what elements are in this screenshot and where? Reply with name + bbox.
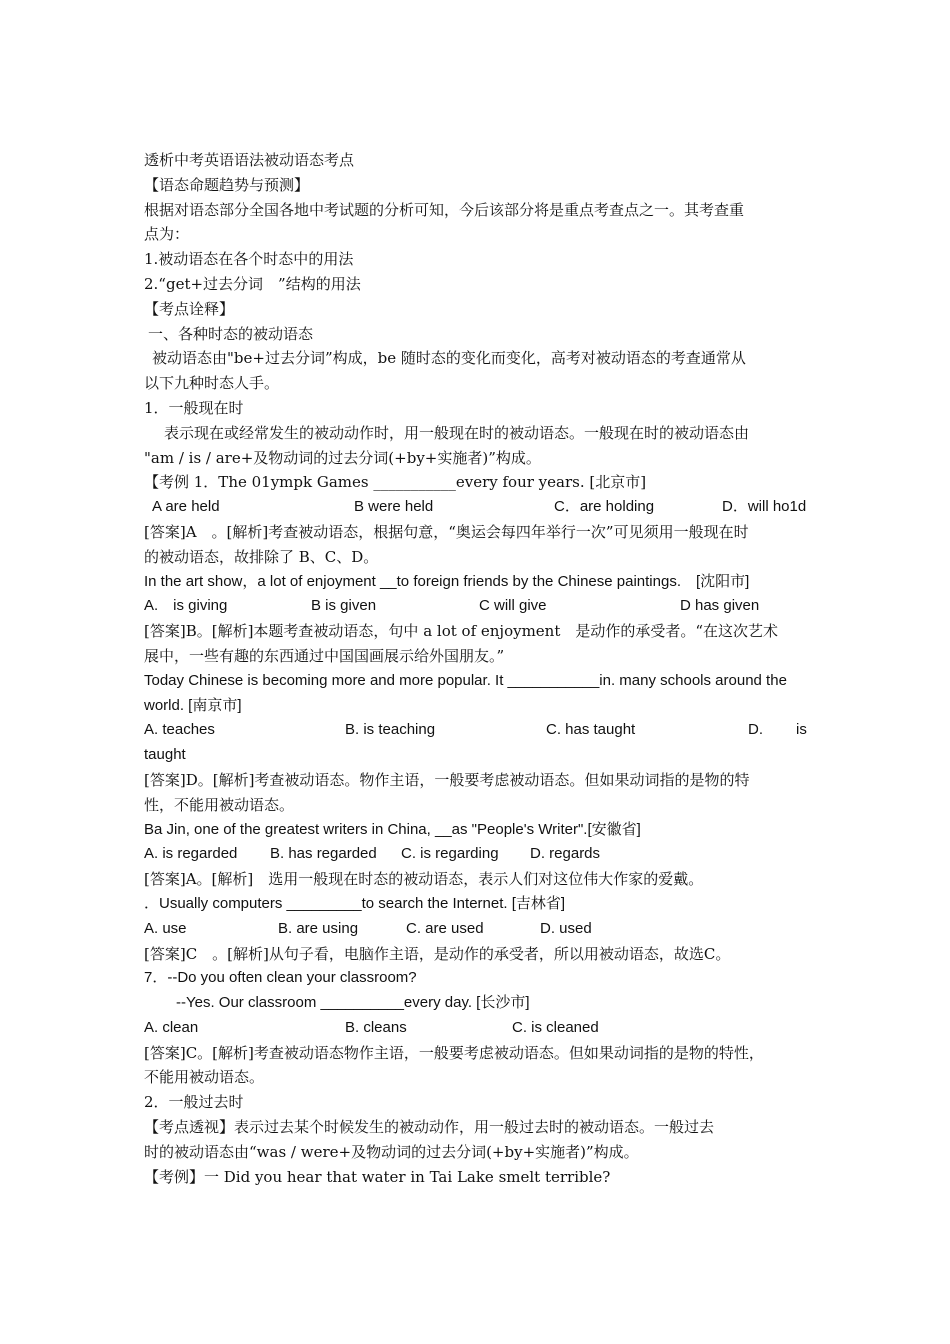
q2-option-b: B is given (311, 597, 377, 615)
point-2: 2.“get+过去分词 ”结构的用法 (144, 274, 361, 293)
document-title: 透析中考英语语法被动语态考点 (144, 151, 355, 169)
q1-option-b: B were held (354, 498, 434, 516)
q3-option-c: C. has taught (546, 721, 636, 739)
q5-option-a: A. use (144, 919, 187, 937)
q1-option-a: A are held (152, 498, 220, 516)
q3-stem-2: world. [南京市] (144, 696, 242, 714)
q4-option-b: B. has regarded (270, 845, 377, 863)
q3-option-b: B. is teaching (345, 721, 436, 739)
part-1-desc-2: 以下九种时态人手。 (144, 374, 280, 393)
q2-stem: In the art show，a lot of enjoyment __to foreign friends by the Chinese paintings. [沈阳市] (144, 572, 750, 590)
tense-2-desc-1: 【考点透视】表示过去某个时候发生的被动动作，用一般过去时的被动语态。一般过去 (144, 1118, 715, 1137)
q5-answer: [答案]C 。[解析]从句子看，电脑作主语，是动作的承受者，所以用被动语态，故选C。 (144, 944, 731, 963)
q7-options (144, 1016, 816, 1041)
q7-stem-2: --Yes. Our classroom __________every day. [长沙市] (176, 994, 530, 1012)
q2-option-d: D has given (680, 597, 760, 615)
q1-answer-2: 的被动语态，故排除了 B、C、D。 (144, 547, 379, 566)
q4-stem: Ba Jin, one of the greatest writers in China, __as "People's Writer".[安徽省] (144, 820, 641, 838)
q4-option-d: D. regards (530, 845, 601, 863)
tense-1-desc-1: 表示现在或经常发生的被动动作时，用一般现在时的被动语态。一般现在时的被动语态由 (164, 423, 750, 442)
q4-option-c: C. is regarding (401, 845, 499, 863)
q2-options (144, 594, 816, 619)
q3-answer-1: [答案]D。[解析]考查被动语态。物作主语，一般要考虑被动语态。但如果动词指的是物的特 (144, 770, 750, 789)
tense-2-desc-2: 时的被动语态由“was / were+及物动词的过去分词(+by+实施者)”构成。 (144, 1142, 639, 1161)
point-1: 1.被动语态在各个时态中的用法 (144, 250, 354, 269)
q2-option-a: A. is giving (144, 597, 228, 615)
tense-2-heading: 2．一般过去时 (144, 1093, 244, 1112)
q3-option-a: A. teaches (144, 721, 215, 739)
q3-answer-2: 性，不能用被动语态。 (144, 795, 295, 814)
intro-line-1: 根据对语态部分全国各地中考试题的分析可知，今后该部分将是重点考查点之一。其考查重 (144, 200, 745, 219)
q4-option-a: A. is regarded (144, 845, 238, 863)
intro-line-2: 点为： (144, 225, 190, 244)
q4-answer: [答案]A。[解析] 选用一般现在时态的被动语态，表示人们对这位伟大作家的爱戴。 (144, 870, 704, 889)
q3-option-d-text: is (796, 721, 807, 739)
q1-option-d: D．will ho1d (722, 498, 807, 516)
q1-stem: 【考例 1．The 01ympk Games ___________every four years. [北京市] (144, 473, 647, 492)
q7-answer-1: [答案]C。[解析]考查被动语态物作主语，一般要考虑被动语态。但如果动词指的是物的特性， (144, 1043, 764, 1062)
tense-1-heading: 1．一般现在时 (144, 398, 244, 417)
q3-option-d: D. (748, 721, 763, 739)
q1-answer-1: [答案]A 。[解析]考查被动语态，根据句意，“奥运会每四年举行一次”可见须用一般现在时 (144, 522, 749, 541)
document-body (144, 148, 816, 1189)
q5-options (144, 917, 816, 942)
q3-stem-1: Today Chinese is becoming more and more popular. It ___________in. many schools around the (144, 671, 787, 689)
tense-1-desc-2: "am / is / are+及物动词的过去分词(+by+实施者)”构成。 (144, 448, 541, 467)
q7-option-b: B. cleans (345, 1018, 407, 1036)
q5-option-d: D. used (540, 919, 592, 937)
q7-answer-2: 不能用被动语态。 (144, 1068, 265, 1087)
q5-option-c: C. are used (406, 919, 484, 937)
q5-option-b: B. are using (278, 919, 359, 937)
q2-answer-1: [答案]B。[解析]本题考查被动语态，句中 a lot of enjoyment 是动作的承受者。“在这次艺术 (144, 622, 779, 641)
q2-answer-2: 展中，一些有趣的东西通过中国国画展示给外国朋友。” (144, 646, 505, 665)
section-heading-explain: 【考点诠释】 (144, 299, 235, 318)
part-1-desc-1: 被动语态由"be+过去分词”构成，be 随时态的变化而变化，高考对被动语态的考查通常从 (152, 349, 746, 368)
q1-options (144, 495, 816, 520)
q7-option-a: A. clean (144, 1018, 199, 1036)
q7-option-c: C. is cleaned (512, 1018, 599, 1036)
section-heading-trend: 【语态命题趋势与预测】 (144, 175, 310, 194)
q3-option-d-continued: taught (144, 746, 186, 764)
q3-options (144, 718, 816, 743)
q7-stem-1: 7．--Do you often clean your classroom? (144, 969, 417, 987)
part-1-heading: 一、各种时态的被动语态 (148, 324, 314, 343)
q4-options (144, 842, 816, 867)
q1-option-c: C．are holding (554, 498, 655, 516)
q5-stem: ．Usually computers _________to search the Internet. [吉林省] (144, 894, 566, 912)
example-last: 【考例】一 Did you hear that water in Tai Lake smelt terrible? (144, 1167, 611, 1186)
q2-option-c: C will give (479, 597, 547, 615)
